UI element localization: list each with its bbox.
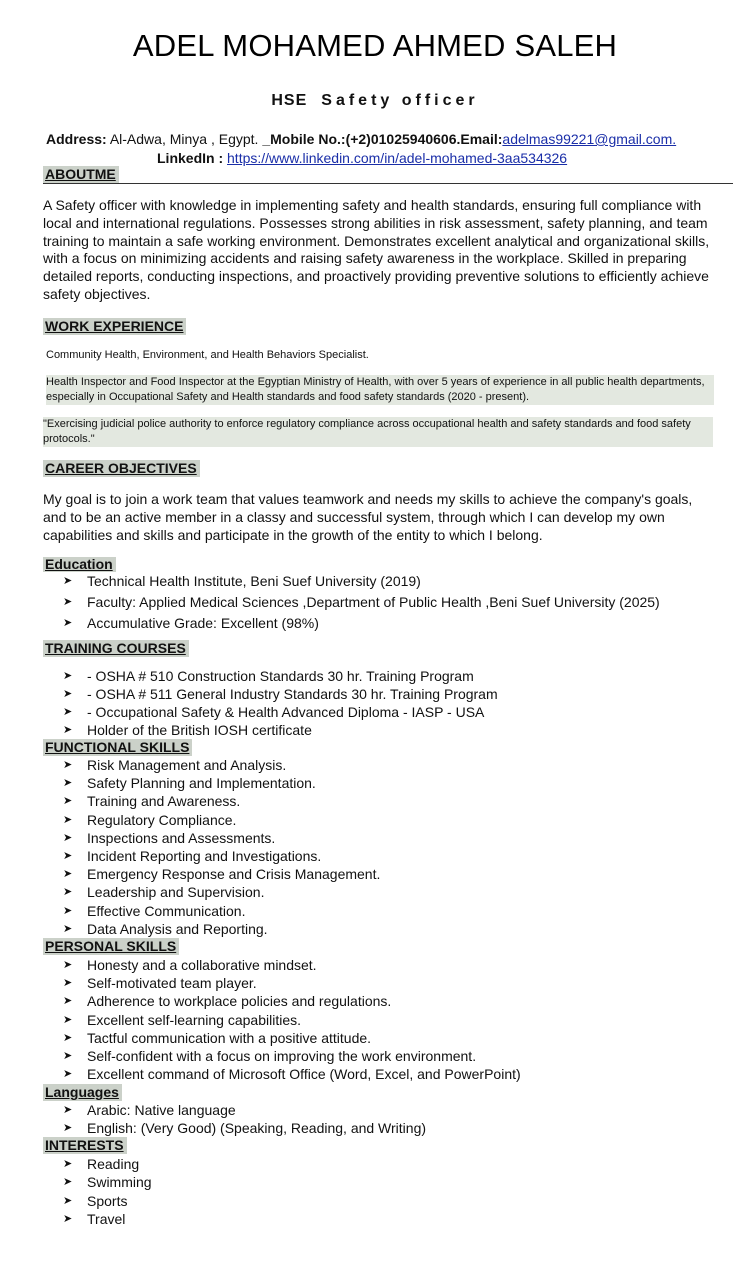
training-list — [63, 667, 498, 739]
list-item: ➤ Self-confident with a focus on improving the work environment. — [63, 1048, 477, 1065]
list-item: ➤ Leadership and Supervision. — [63, 884, 265, 901]
arrow-icon: ➤ — [63, 1158, 73, 1170]
arrow-icon: ➤ — [63, 886, 73, 899]
linkedin-link[interactable]: https://www.linkedin.com/in/adel-mohamed-3aa534326 — [227, 150, 568, 166]
arrow-icon: ➤ — [63, 1068, 73, 1081]
arrow-icon: ➤ — [63, 1176, 73, 1189]
arrow-icon: ➤ — [63, 1050, 73, 1063]
arrow-icon: ➤ — [63, 1212, 73, 1225]
list-item: ➤ Tactful communication with a positive attitude. — [63, 1029, 372, 1046]
list-item: ➤ Self-motivated team player. — [63, 975, 257, 992]
arrow-icon: ➤ — [63, 617, 73, 629]
arrow-icon: ➤ — [63, 1031, 73, 1044]
list-item: ➤ Accumulative Grade: Excellent (98%) — [63, 613, 660, 634]
about-divider — [43, 183, 733, 184]
personal-heading: PERSONAL SKILLS — [43, 938, 179, 955]
list-item: ➤ - OSHA # 511 General Industry Standards 30 hr. Training Program — [63, 686, 498, 702]
interests-heading: INTERESTS — [43, 1137, 127, 1154]
list-item: ➤ Honesty and a collaborative mindset. — [63, 957, 317, 973]
list-item: ➤ Effective Communication. — [63, 902, 246, 919]
arrow-icon: ➤ — [63, 1104, 73, 1116]
arrow-icon: ➤ — [63, 1194, 73, 1207]
list-item: ➤ Incident Reporting and Investigations. — [63, 848, 322, 865]
arrow-icon: ➤ — [63, 575, 73, 587]
linkedin-line — [157, 150, 567, 166]
list-item: ➤ Arabic: Native language — [63, 1102, 236, 1118]
arrow-icon: ➤ — [63, 831, 73, 844]
list-item: ➤ Faculty: Applied Medical Sciences ,Department of Public Health ,Beni Suef University (2025) — [63, 592, 660, 613]
role-hse: HSE — [271, 92, 308, 109]
list-item: ➤ Emergency Response and Crisis Management. — [63, 866, 381, 883]
arrow-icon: ➤ — [63, 795, 73, 808]
work-line-3: "Exercising judicial police authority to enforce regulatory compliance across occupational health and safety standards and food safety protocols." — [43, 417, 713, 447]
list-item: ➤ Data Analysis and Reporting. — [63, 920, 268, 937]
work-heading: WORK EXPERIENCE — [43, 318, 186, 335]
arrow-icon: ➤ — [63, 850, 73, 863]
list-item: ➤ Travel — [63, 1210, 126, 1227]
arrow-icon: ➤ — [63, 922, 73, 935]
career-heading: CAREER OBJECTIVES — [43, 460, 200, 477]
arrow-icon: ➤ — [63, 813, 73, 826]
career-text: My goal is to join a work team that values teamwork and needs my skills to achieve the company's goals, and to be an active member in a classy and successful system, through which I can develop my own capabilities and skills and participate in the growth of the entity to which I belong. — [43, 491, 693, 543]
contact-line — [46, 131, 676, 147]
job-title — [0, 92, 750, 110]
role-title: Safety officer — [321, 92, 479, 109]
arrow-icon: ➤ — [63, 724, 73, 736]
work-line-1: Community Health, Environment, and Health Behaviors Specialist. — [46, 349, 369, 361]
functional-list — [63, 756, 380, 938]
about-text: A Safety officer with knowledge in implementing safety and health standards, ensuring full compliance with local and international regulations. Possesses strong abilities in risk assessment, safety planning, and team training to maintain a safe working environment. Demonstrates excellent analytical and organizational skills, with a focus on minimizing accidents and raising safety awareness in the workplace. Skilled in preparing detailed reports, conducting inspections, and proactively providing preventive solutions to efficiently achieve safety objectives. — [43, 197, 710, 302]
arrow-icon: ➤ — [63, 759, 73, 771]
list-item: ➤ Reading — [63, 1156, 140, 1172]
about-heading: ABOUTME — [43, 166, 119, 183]
list-item: ➤ English: (Very Good) (Speaking, Reading, and Writing) — [63, 1120, 427, 1136]
arrow-icon: ➤ — [63, 670, 73, 682]
list-item: ➤ Adherence to workplace policies and regulations. — [63, 993, 392, 1010]
email-label: Email: — [460, 131, 503, 147]
arrow-icon: ➤ — [63, 777, 73, 790]
list-item: ➤ - Occupational Safety & Health Advanced Diploma - IASP - USA — [63, 704, 485, 720]
training-heading: TRAINING COURSES — [43, 640, 189, 657]
list-item: ➤ Sports — [63, 1192, 128, 1209]
arrow-icon: ➤ — [63, 596, 73, 608]
personal-list — [63, 956, 521, 1083]
arrow-icon: ➤ — [63, 1013, 73, 1026]
address-label: Address: — [46, 131, 107, 147]
list-item: ➤ Holder of the British IOSH certificate — [63, 722, 312, 738]
list-item: ➤ Excellent command of Microsoft Office (Word, Excel, and PowerPoint) — [63, 1066, 521, 1083]
list-item: ➤ Regulatory Compliance. — [63, 811, 237, 828]
arrow-icon: ➤ — [63, 959, 73, 971]
list-item: ➤ - OSHA # 510 Construction Standards 30 hr. Training Program — [63, 668, 474, 684]
address-value: Al-Adwa, Minya , Egypt. — [109, 131, 259, 147]
list-item: ➤ Excellent self-learning capabilities. — [63, 1011, 301, 1028]
list-item: ➤ Technical Health Institute, Beni Suef University (2019) — [63, 571, 660, 592]
arrow-icon: ➤ — [63, 868, 73, 881]
mobile-label: _Mobile No.: — [262, 131, 346, 147]
candidate-name: ADEL MOHAMED AHMED SALEH — [132, 28, 618, 63]
list-item: ➤ Risk Management and Analysis. — [63, 757, 287, 773]
education-list — [63, 571, 660, 634]
arrow-icon: ➤ — [63, 688, 73, 700]
arrow-icon: ➤ — [63, 706, 73, 718]
functional-heading: FUNCTIONAL SKILLS — [43, 739, 192, 756]
work-line-2: Health Inspector and Food Inspector at the Egyptian Ministry of Health, with over 5 years of experience in all public health departments, especially in Occupational Safety and Health standards and food safety standards (2020 - present). — [46, 375, 714, 405]
linkedin-label: LinkedIn : — [157, 150, 224, 166]
list-item: ➤ Safety Planning and Implementation. — [63, 775, 316, 792]
interests-list — [63, 1155, 152, 1228]
arrow-icon: ➤ — [63, 1122, 73, 1134]
mobile-value: (+2)01025940606. — [345, 131, 461, 147]
arrow-icon: ➤ — [63, 977, 73, 990]
arrow-icon: ➤ — [63, 995, 73, 1008]
email-link[interactable]: adelmas99221@gmail.com. — [502, 131, 677, 147]
list-item: ➤ Swimming — [63, 1174, 152, 1191]
list-item: ➤ Inspections and Assessments. — [63, 829, 276, 846]
languages-heading: Languages — [43, 1084, 122, 1101]
education-heading: Education — [43, 557, 116, 572]
arrow-icon: ➤ — [63, 904, 73, 917]
languages-list — [63, 1101, 426, 1137]
list-item: ➤ Training and Awareness. — [63, 793, 241, 810]
